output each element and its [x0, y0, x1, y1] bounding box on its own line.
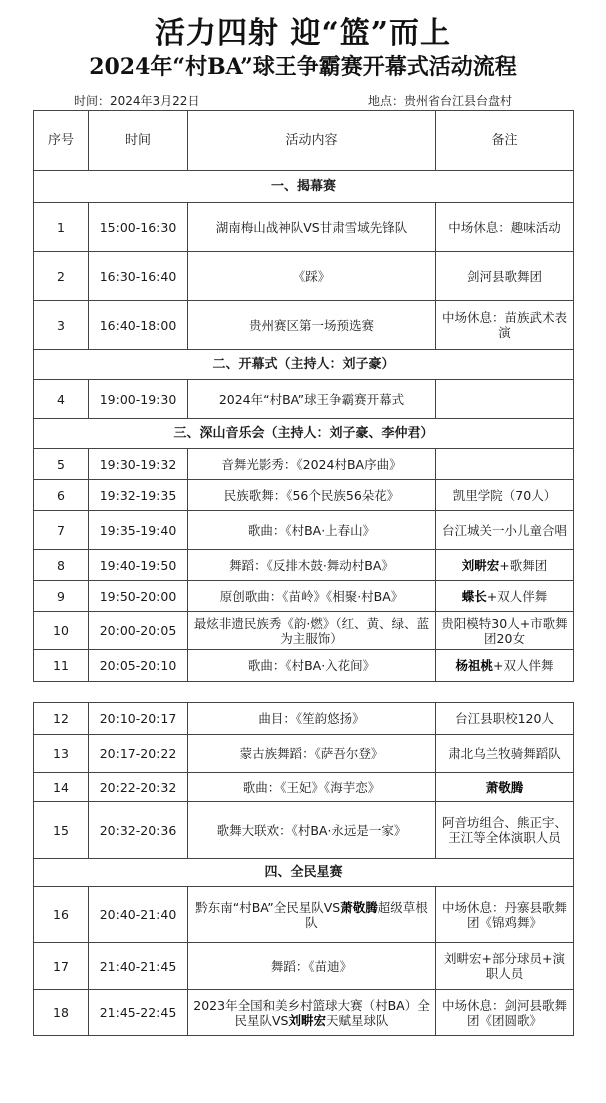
row-content: 舞蹈：《苗迪》: [188, 943, 436, 990]
row-time: 16:40-18:00: [89, 301, 188, 350]
section-title: 三、深山音乐会（主持人：刘子豪、李仲君）: [34, 419, 574, 449]
section-title: 二、开幕式（主持人：刘子豪）: [34, 350, 574, 380]
row-content: 蒙古族舞蹈：《萨吾尔登》: [188, 735, 436, 773]
table-header-row: [34, 111, 574, 171]
row-number: 11: [34, 650, 89, 682]
row-time: 20:10-20:17: [89, 703, 188, 735]
row-content: 曲目：《笙韵悠扬》: [188, 703, 436, 735]
row-time: 19:32-19:35: [89, 480, 188, 511]
row-number: 7: [34, 511, 89, 550]
schedule-table-part2: [33, 702, 574, 1036]
header-time: 时间: [89, 111, 188, 171]
row-content: 湖南梅山战神队VS甘肃雪域先锋队: [188, 203, 436, 252]
content-text: 超级草根队: [305, 899, 428, 930]
row-time: 19:30-19:32: [89, 449, 188, 480]
note-highlight: 萧敬腾: [485, 779, 524, 795]
row-note: [436, 449, 574, 480]
row-number: 4: [34, 380, 89, 419]
table-row: [34, 380, 574, 419]
row-note: 肃北乌兰牧骑舞蹈队: [436, 735, 574, 773]
row-number: 3: [34, 301, 89, 350]
row-time: 20:05-20:10: [89, 650, 188, 682]
row-content: [188, 887, 436, 943]
note-text: +双人伴舞: [493, 658, 554, 673]
row-content: 歌曲：《王妃》《海芋恋》: [188, 773, 436, 802]
row-time: 21:40-21:45: [89, 943, 188, 990]
content-text: 天赋星球队: [326, 1012, 389, 1028]
row-content: 最炫非遗民族秀《韵·燃》（红、黄、绿、蓝为主服饰）: [188, 612, 436, 650]
table-row: [34, 650, 574, 682]
row-note: 贵阳模特30人+市歌舞团20女: [436, 612, 574, 650]
main-title: 活力四射 迎“篮”而上: [155, 16, 451, 51]
row-number: 10: [34, 612, 89, 650]
table-row: [34, 943, 574, 990]
row-content: 《踩》: [188, 252, 436, 301]
table-row: [34, 735, 574, 773]
table-row: [34, 511, 574, 550]
section-row: [34, 350, 574, 380]
schedule-table-part1: [33, 110, 574, 682]
row-time: 20:32-20:36: [89, 802, 188, 859]
event-date: 时间：2024年3月22日: [74, 94, 200, 108]
row-content: 歌曲：《村BA·入花间》: [188, 650, 436, 682]
row-note: [436, 380, 574, 419]
row-note: [436, 650, 574, 682]
row-time: 20:22-20:32: [89, 773, 188, 802]
row-content: [188, 990, 436, 1036]
section-row: [34, 419, 574, 449]
row-time: 20:40-21:40: [89, 887, 188, 943]
row-number: 5: [34, 449, 89, 480]
row-time: 19:00-19:30: [89, 380, 188, 419]
row-time: 19:40-19:50: [89, 550, 188, 581]
section-title: 一、揭幕赛: [34, 171, 574, 203]
row-note: 凯里学院（70人）: [436, 480, 574, 511]
table-row: [34, 990, 574, 1036]
table-row: [34, 480, 574, 511]
row-number: 17: [34, 943, 89, 990]
row-note: [436, 581, 574, 612]
row-content: 2024年“村BA”球王争霸赛开幕式: [188, 380, 436, 419]
row-number: 1: [34, 203, 89, 252]
row-time: 20:17-20:22: [89, 735, 188, 773]
row-note: [436, 550, 574, 581]
note-highlight: 蝶长: [461, 588, 487, 604]
row-number: 2: [34, 252, 89, 301]
row-time: 15:00-16:30: [89, 203, 188, 252]
row-number: 9: [34, 581, 89, 612]
table-row: [34, 449, 574, 480]
row-number: 6: [34, 480, 89, 511]
row-content: 歌曲：《村BA·上春山》: [188, 511, 436, 550]
row-number: 14: [34, 773, 89, 802]
table-row: [34, 550, 574, 581]
section-row: [34, 171, 574, 203]
row-time: 19:50-20:00: [89, 581, 188, 612]
header-note: 备注: [436, 111, 574, 171]
row-number: 12: [34, 703, 89, 735]
row-note: 剑河县歌舞团: [436, 252, 574, 301]
row-time: 21:45-22:45: [89, 990, 188, 1036]
row-note: 中场休息：趣味活动: [436, 203, 574, 252]
content-text: 2023年全国和美乡村篮球大赛（村BA）全民星队VS: [193, 997, 430, 1028]
row-content: 原创歌曲：《苗岭》《相聚·村BA》: [188, 581, 436, 612]
content-highlight: 刘畊宏: [288, 1012, 326, 1028]
note-highlight: 杨祖桃: [455, 658, 494, 673]
row-note: 台江城关一小儿童合唱: [436, 511, 574, 550]
row-number: 13: [34, 735, 89, 773]
table-row: [34, 612, 574, 650]
event-location: 地点：贵州省台江县台盘村: [368, 94, 513, 108]
row-note: 阿音坊组合、熊正宇、王江等全体演职人员: [436, 802, 574, 859]
row-note: [436, 773, 574, 802]
row-note: 中场休息：苗族武术表演: [436, 301, 574, 350]
section-title: 四、全民星赛: [34, 859, 574, 887]
header-content: 活动内容: [188, 111, 436, 171]
row-time: 19:35-19:40: [89, 511, 188, 550]
table-row: [34, 252, 574, 301]
table-row: [34, 887, 574, 943]
row-content: 音舞光影秀：《2024村BA序曲》: [188, 449, 436, 480]
row-number: 18: [34, 990, 89, 1036]
row-time: 16:30-16:40: [89, 252, 188, 301]
content-text: 黔东南“村BA”全民星队VS: [195, 899, 341, 915]
row-note: 中场休息：丹寨县歌舞团《锦鸡舞》: [436, 887, 574, 943]
table-row: [34, 773, 574, 802]
note-text: +双人伴舞: [486, 588, 548, 604]
header-no: 序号: [34, 111, 89, 171]
content-highlight: 萧敬腾: [340, 899, 378, 915]
row-content: 舞蹈：《反排木鼓·舞动村BA》: [188, 550, 436, 581]
table-row: [34, 203, 574, 252]
table-row: [34, 301, 574, 350]
section-row: [34, 859, 574, 887]
note-text: +歌舞团: [499, 557, 548, 573]
table-row: [34, 581, 574, 612]
note-highlight: 刘畊宏: [461, 557, 500, 573]
row-number: 8: [34, 550, 89, 581]
row-note: 台江县职校120人: [436, 703, 574, 735]
row-number: 16: [34, 887, 89, 943]
row-content: 贵州赛区第一场预选赛: [188, 301, 436, 350]
sub-title: 2024年“村BA”球王争霸赛开幕式活动流程: [89, 54, 517, 80]
row-number: 15: [34, 802, 89, 859]
row-content: 歌舞大联欢：《村BA·永远是一家》: [188, 802, 436, 859]
row-content: 民族歌舞：《56个民族56朵花》: [188, 480, 436, 511]
row-time: 20:00-20:05: [89, 612, 188, 650]
row-note: 中场休息：剑河县歌舞团《团圆歌》: [436, 990, 574, 1036]
row-note: 刘畊宏+部分球员+演职人员: [436, 943, 574, 990]
table-row: [34, 703, 574, 735]
table-row: [34, 802, 574, 859]
